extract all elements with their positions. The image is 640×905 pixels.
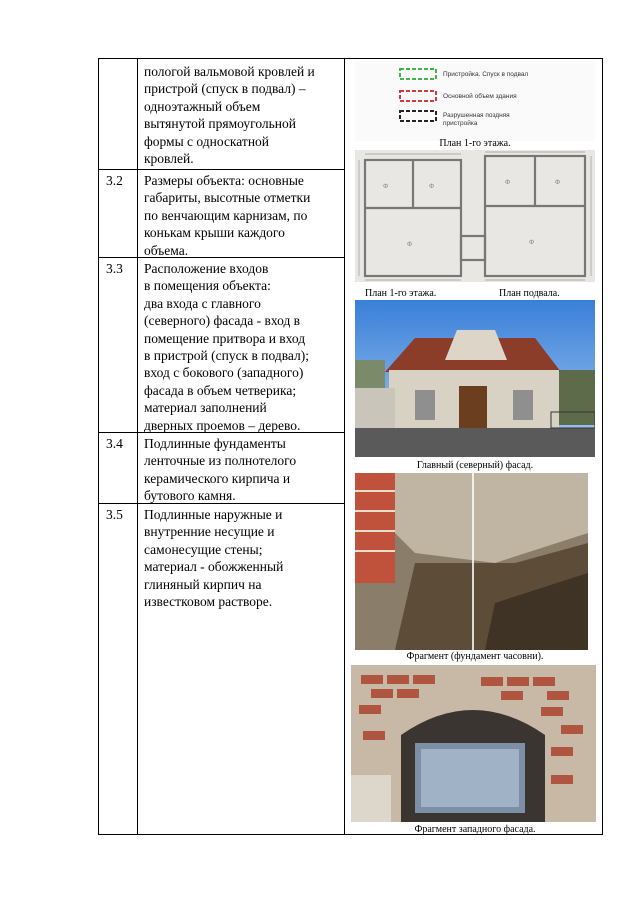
svg-text:Ф: Ф — [383, 183, 389, 190]
floor-plan-sketch — [355, 150, 595, 282]
row-text: Расположение входов в помещения объекта: два входа с главного (северного) фасада - вход в помещение притвора и вход в пристрой (спуск в подвал); вход с бокового (западного) фасада в объем четверика; материал заполнений дверных проемов – дерево. — [144, 261, 309, 433]
svg-text:Ф: Ф — [407, 241, 413, 248]
column-divider — [137, 59, 138, 834]
facade-illustration — [355, 300, 595, 457]
plan-basement-caption: План подвала. — [499, 288, 560, 299]
svg-text:Ф: Ф — [529, 239, 535, 246]
row-text: Подлинные наружные и внутренние несущие и самонесущие стены; материал - обожженный глиняный кирпич на известковом растворе. — [144, 507, 284, 610]
row-text: Подлинные фундаменты ленточные из полнотелого керамического кирпича и бутового камня. — [144, 436, 297, 504]
svg-text:Ф: Ф — [429, 183, 435, 190]
floor-plan-drawing — [355, 150, 595, 282]
foundation-photo — [355, 473, 588, 650]
facade-photo — [355, 300, 595, 457]
legend-label: пристройка — [443, 120, 478, 127]
row-number: 3.3 — [106, 261, 123, 276]
description-table — [98, 58, 603, 835]
row-divider — [99, 169, 344, 170]
row-number: 3.2 — [106, 173, 123, 188]
west-facade-illustration — [351, 665, 596, 822]
row-number: 3.4 — [106, 436, 123, 451]
west-facade-caption: Фрагмент западного фасада. — [414, 824, 536, 835]
svg-text:Ф: Ф — [555, 179, 561, 186]
row-number: 3.5 — [106, 507, 123, 522]
row-text: пологой вальмовой кровлей и пристрой (спуск в подвал) – одноэтажный объем вытянутой прямоугольной формы с односкатной кровлей. — [144, 64, 315, 167]
facade-caption: Главный (северный) фасад. — [416, 460, 534, 471]
column-divider — [344, 59, 345, 834]
legend-label: Основной объем здания — [443, 93, 517, 100]
legend-label: Пристройка. Спуск в подвал — [443, 71, 529, 78]
plan-first-floor-caption: План 1-го этажа. — [365, 288, 437, 299]
foundation-illustration — [355, 473, 588, 650]
plan-title-caption: План 1-го этажа. — [439, 138, 511, 149]
foundation-caption: Фрагмент (фундамент часовни). — [406, 651, 544, 662]
legend-label: Разрушенная поздняя — [443, 112, 510, 119]
row-text: Размеры объекта: основные габариты, высотные отметки по венчающим карнизам, по конькам крыши каждого объема. — [144, 173, 311, 258]
west-facade-photo — [351, 665, 596, 822]
svg-text:Ф: Ф — [505, 179, 511, 186]
plan-legend — [355, 61, 595, 141]
